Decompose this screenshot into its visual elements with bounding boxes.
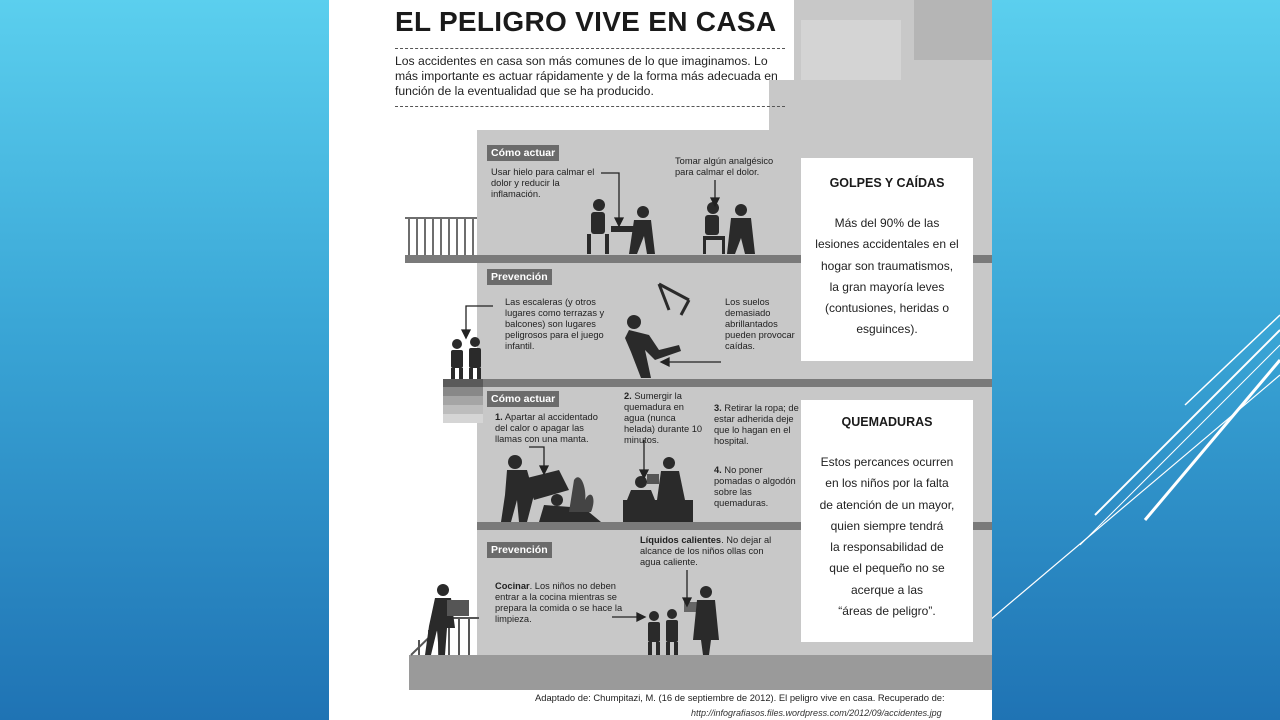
children-stairs-figures xyxy=(451,337,481,379)
intro-text: Los accidentes en casa son más comunes de lo que imaginamos. Lo más importante es actuar rápidamente y de la forma más adecuada en función de la eventualidad que se ha producido. xyxy=(395,54,778,98)
note-floors: Los suelos demasiado abrillantados pueden provocar caídas. xyxy=(725,297,795,351)
note-stairs: Las escaleras (y otros lugares como terrazas y balcones) son lugares peligrosos para el juego infantil. xyxy=(505,297,605,351)
note-analgesic: Tomar algún analgésico para calmar el dolor. xyxy=(675,156,774,177)
step-1: 1. Apartar al accidentado del calor o apagar las llamas con una manta. xyxy=(495,412,598,444)
source-credit: Adaptado de: Chumpitazi, M. (16 de septiembre de 2012). El peligro vive en casa. Recuperado de: xyxy=(535,692,945,703)
tag-prevencion-1: Prevención xyxy=(487,269,552,285)
step-3: 3. Retirar la ropa; de estar adherida deje que lo hagan en el hospital. xyxy=(714,403,799,446)
step-2: 2. Sumergir la quemadura en agua (nunca helada) durante 10 minutos. xyxy=(624,391,703,445)
quemaduras-title: QUEMADURAS xyxy=(841,415,933,429)
quemaduras-body: Estos percances ocurren en los niños por la falta de atención de un mayor, quien siempre tendrá la responsabilidad de que el pequeño no se acerque a las “áreas de peligro”. xyxy=(819,455,955,619)
step-4: 4. No poner pomadas o algodón sobre las quemaduras. xyxy=(714,465,796,508)
golpes-body: Más del 90% de las lesiones accidentales en el hogar son traumatismos, la gran mayoría leves (contusiones, heridas o esguinces). xyxy=(815,216,959,337)
divider-bottom xyxy=(395,106,785,107)
tag-prevencion-2: Prevención xyxy=(487,542,552,558)
quemaduras-box xyxy=(801,400,973,642)
poster-title: EL PELIGRO VIVE EN CASA xyxy=(395,6,777,37)
golpes-title: GOLPES Y CAÍDAS xyxy=(829,176,945,190)
note-hot-liquids: Líquidos calientes. No dejar al alcance de los niños ollas con agua caliente. xyxy=(640,535,772,567)
decorative-lines xyxy=(990,300,1280,630)
tag-como-actuar-2: Cómo actuar xyxy=(487,391,559,407)
tag-como-actuar-1: Cómo actuar xyxy=(487,145,559,161)
golpes-box xyxy=(801,158,973,361)
note-ice: Usar hielo para calmar el dolor y reducir la inflamación. xyxy=(491,167,595,199)
infographic-poster xyxy=(329,0,992,720)
divider-top xyxy=(395,48,785,49)
carrying-box-figure xyxy=(425,584,469,655)
note-cooking: Cocinar. Los niños no deben entrar a la cocina mientras se prepara la comida o se hace la limpieza. xyxy=(495,581,623,624)
source-url: http://infografiasos.files.wordpress.com/2012/09/accidentes.jpg xyxy=(691,708,942,718)
